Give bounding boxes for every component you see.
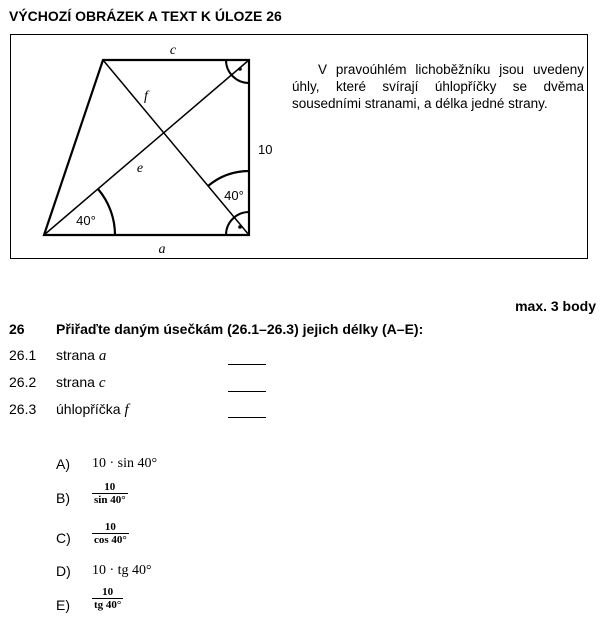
fraction-denominator: tg 40° bbox=[94, 599, 122, 611]
subtask-variable: c bbox=[98, 375, 106, 391]
intro-text: V pravoúhlém lichoběžníku jsou uvedeny úhly, které svírají úhlopříčky se dvěma sousedními stranami, a délka jedné strany. bbox=[292, 62, 584, 111]
label-side-length: 10 bbox=[258, 142, 273, 157]
option-b-letter: B) bbox=[56, 490, 70, 506]
fraction-numerator: 10 bbox=[104, 521, 116, 533]
angle-arc-left bbox=[98, 189, 115, 235]
fraction-denominator: cos 40° bbox=[94, 534, 127, 546]
task-number: 26 bbox=[9, 321, 25, 337]
figure-box bbox=[10, 34, 588, 259]
answer-blank[interactable] bbox=[228, 391, 266, 392]
subtask-number: 26.2 bbox=[9, 374, 37, 390]
label-angle-right: 40° bbox=[224, 188, 244, 203]
diagonal-f bbox=[103, 60, 249, 235]
option-b-fraction bbox=[92, 481, 128, 506]
option-a-expression: 10 · sin 40° bbox=[92, 456, 158, 471]
max-points: max. 3 body bbox=[515, 298, 596, 314]
subtask-number: 26.3 bbox=[9, 401, 37, 417]
fraction-numerator: 10 bbox=[104, 481, 116, 493]
subtask-variable: a bbox=[98, 348, 107, 364]
label-f: f bbox=[144, 89, 148, 104]
angle-arc-right bbox=[208, 171, 249, 186]
label-e: e bbox=[136, 161, 144, 176]
answer-blank[interactable] bbox=[228, 364, 266, 365]
option-e-letter: E) bbox=[56, 597, 70, 613]
subtask-label bbox=[56, 401, 129, 419]
answer-blank[interactable] bbox=[228, 417, 266, 418]
right-angle-bottom-dot bbox=[238, 225, 242, 229]
diagonal-e bbox=[44, 60, 249, 235]
fraction-numerator: 10 bbox=[102, 586, 114, 598]
option-d-expression: 10 · tg 40° bbox=[92, 563, 152, 578]
section-title: VÝCHOZÍ OBRÁZEK A TEXT K ÚLOZE 26 bbox=[9, 8, 282, 24]
fraction-denominator: sin 40° bbox=[94, 494, 126, 506]
option-d-letter: D) bbox=[56, 563, 71, 579]
subtask-label-text: strana bbox=[56, 347, 95, 363]
option-a-letter: A) bbox=[56, 456, 70, 472]
option-c-fraction bbox=[92, 521, 129, 546]
subtask-label-text: strana bbox=[56, 374, 95, 390]
label-c: c bbox=[169, 43, 177, 58]
right-angle-top-dot bbox=[238, 67, 242, 71]
subtask-number: 26.1 bbox=[9, 347, 37, 363]
subtask-label bbox=[56, 374, 105, 392]
subtask-label-text: úhlopříčka bbox=[56, 401, 121, 417]
task-instruction: Přiřaďte daným úsečkám (26.1–26.3) jejich délky (A–E): bbox=[56, 321, 424, 337]
label-a: a bbox=[158, 242, 166, 257]
subtask-variable: f bbox=[124, 402, 129, 418]
option-e-fraction bbox=[92, 586, 123, 611]
option-c-letter: C) bbox=[56, 530, 71, 546]
subtask-label bbox=[56, 347, 106, 365]
label-angle-left: 40° bbox=[76, 213, 96, 228]
